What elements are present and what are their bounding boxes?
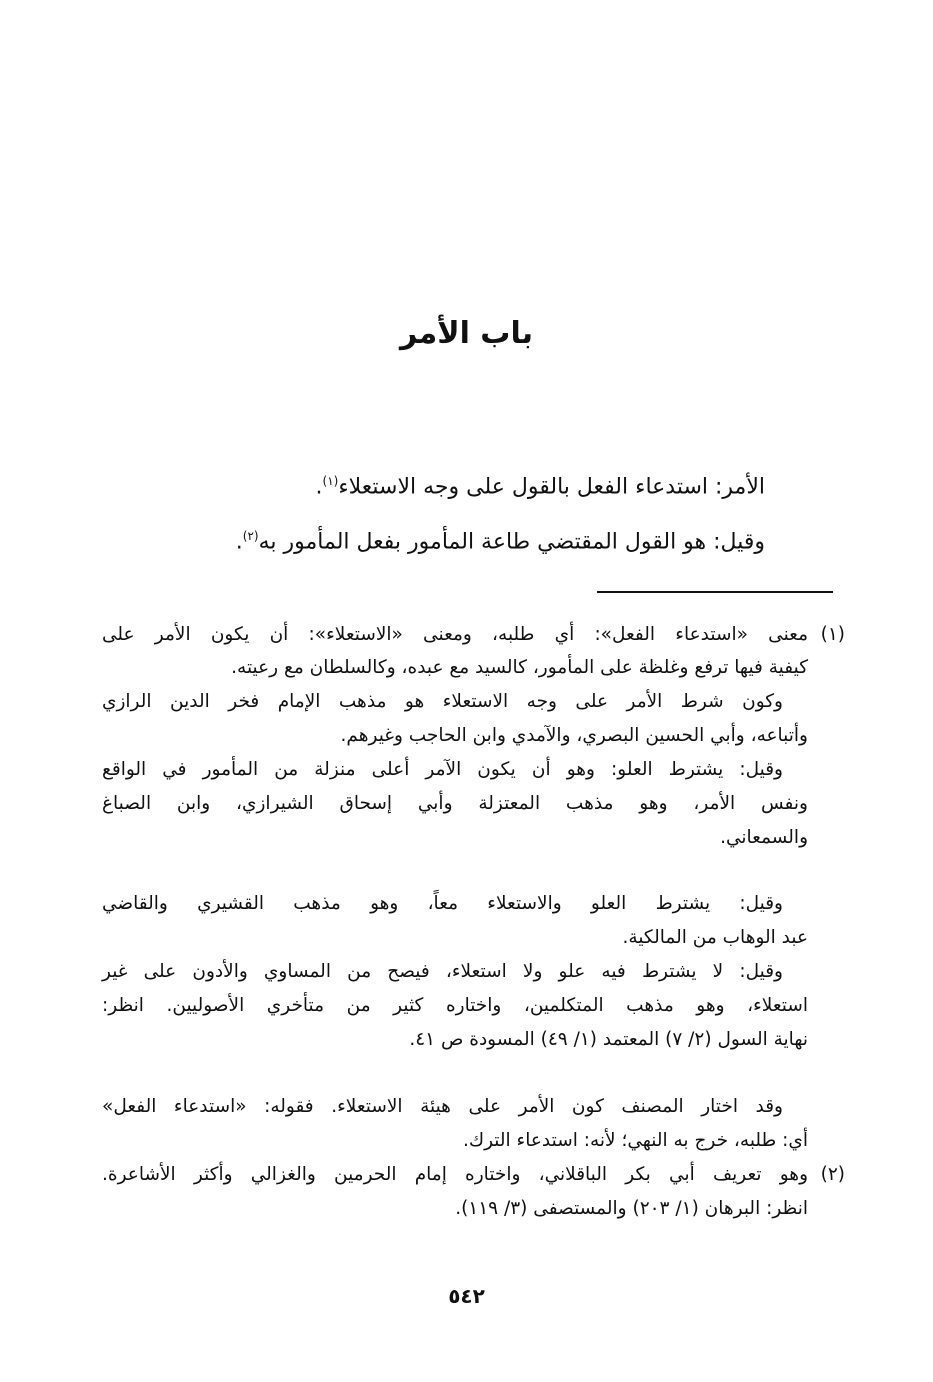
- footnote-line: وقيل: يشترط العلو والاستعلاء معاً، وهو مذهب القشيري والقاضي: [102, 893, 783, 914]
- footnote-ref[interactable]: (٢): [242, 529, 259, 543]
- footnote-line: انظر: البرهان (١/ ٢٠٣) والمستصفى (٣/ ١١٩).: [455, 1198, 808, 1219]
- main-text: وقيل: هو القول المقتضي طاعة المأمور بفعل المأمور به: [258, 529, 765, 555]
- footnote-line: وأتباعه، وأبي الحسين البصري، والآمدي وابن الحاجب وغيرهم.: [340, 725, 808, 746]
- footnote-line: وقيل: لا يشترط فيه علو ولا استعلاء، فيصح من المساوي والأدون على غير: [102, 961, 783, 982]
- footnote-line: وكون شرط الأمر على وجه الاستعلاء هو مذهب الإمام فخر الدين الرازي: [102, 691, 783, 712]
- main-text: الأمر: استدعاء الفعل بالقول على وجه الاستعلاء: [338, 474, 765, 500]
- footnote-line: وقد اختار المصنف كون الأمر على هيئة الاستعلاء. فقوله: «استدعاء الفعل»: [102, 1096, 783, 1117]
- punct: .: [235, 529, 243, 555]
- footnote-ref[interactable]: (١): [322, 474, 339, 488]
- footnote-line: ونفس الأمر، وهو مذهب المعتزلة وأبي إسحاق الشيرازي، وابن الصباغ: [102, 793, 808, 814]
- footnote-line: وقيل: يشترط العلو: وهو أن يكون الآمر أعلى منزلة من المأمور في الواقع: [102, 759, 783, 780]
- chapter-title: باب الأمر: [400, 316, 533, 351]
- punct: .: [315, 474, 323, 500]
- footnote-line: عبد الوهاب من المالكية.: [622, 927, 808, 948]
- footnote-marker: (٢): [820, 1164, 845, 1185]
- page-number: ٥٤٢: [448, 1284, 485, 1308]
- footnote-marker: (١): [820, 624, 845, 645]
- main-text-line: [316, 474, 766, 499]
- footnote-line: استعلاء، وهو مذهب المتكلمين، واختاره كثير من متأخري الأصوليين. انظر:: [102, 995, 808, 1016]
- footnote-line: وهو تعريف أبي بكر الباقلاني، واختاره إمام الحرمين والغزالي وأكثر الأشاعرة.: [102, 1164, 808, 1185]
- footnote-line: والسمعاني.: [720, 827, 808, 848]
- main-text-line: [236, 529, 765, 554]
- footnote-line: معنى «استدعاء الفعل»: أي طلبه، ومعنى «الاستعلاء»: أن يكون الأمر على: [102, 624, 808, 645]
- footnote-line: كيفية فيها ترفع وغلظة على المأمور، كالسيد مع عبده، وكالسلطان مع رعيته.: [231, 657, 808, 678]
- footnote-line: نهاية السول (٢/ ٧) المعتمد (١/ ٤٩) المسودة ص ٤١.: [409, 1029, 808, 1050]
- footnote-separator: [597, 591, 833, 593]
- footnote-line: أي: طلبه، خرج به النهي؛ لأنه: استدعاء الترك.: [462, 1130, 808, 1151]
